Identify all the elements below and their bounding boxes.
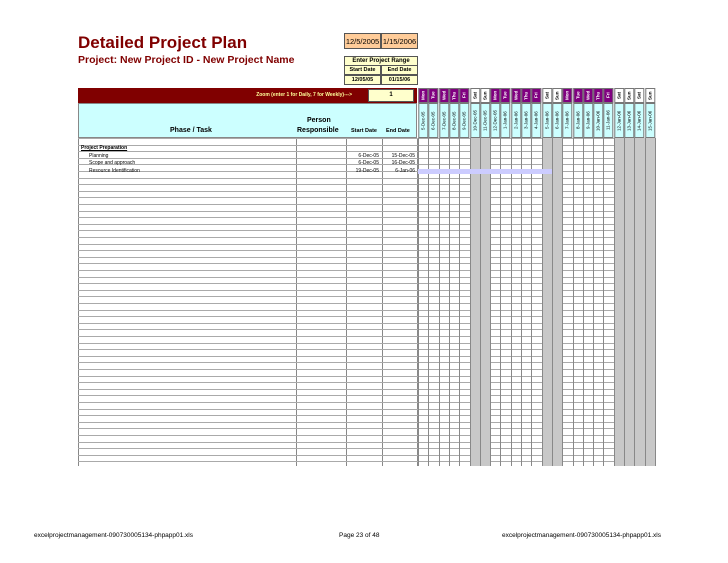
calendar-column-line xyxy=(583,138,584,466)
calendar-date: 1-Jan-06 xyxy=(500,103,510,138)
grid-row-line xyxy=(78,263,655,264)
calendar-date: 14-Jan-06 xyxy=(634,103,644,138)
calendar-date: 6-Jan-06 xyxy=(552,103,562,138)
calendar-date: 12-Jan-06 xyxy=(614,103,624,138)
calendar-column-line xyxy=(521,138,522,466)
phase-name[interactable]: Project Preparation xyxy=(81,145,128,151)
grid-row-line xyxy=(78,178,655,179)
grid-row-line xyxy=(78,415,655,416)
calendar-date: 7-Dec-05 xyxy=(439,103,449,138)
calendar-date: 2-Jan-06 xyxy=(511,103,521,138)
enter-range-label: Enter Project Range xyxy=(344,56,418,66)
calendar-date: 10-Dec-05 xyxy=(470,103,480,138)
calendar-column-line xyxy=(624,138,625,466)
zoom-label: Zoom (enter 1 for Daily, 7 for Weekly)---> xyxy=(256,92,352,98)
grid-column-line xyxy=(382,138,383,466)
grid-row-line xyxy=(78,138,655,139)
grid-row-line xyxy=(78,184,655,185)
calendar-column-line xyxy=(439,138,440,466)
calendar-column-line xyxy=(614,138,615,466)
calendar-day: Wed xyxy=(511,88,521,103)
start-date-header: Start Date xyxy=(351,128,377,134)
calendar-day: Mon xyxy=(490,88,500,103)
grid-row-line xyxy=(78,197,655,198)
calendar-day: Thu xyxy=(593,88,603,103)
range-start-top[interactable]: 12/5/2005 xyxy=(344,33,381,49)
calendar-date: 11-Jan-06 xyxy=(603,103,613,138)
calendar-column-line xyxy=(418,138,419,466)
calendar-date: 4-Jan-06 xyxy=(531,103,541,138)
end-date-header: End Date xyxy=(386,128,410,134)
grid-row-line xyxy=(78,217,655,218)
grid-row-line xyxy=(78,382,655,383)
task-end-date[interactable]: 6-Jan-06 xyxy=(395,167,415,174)
weekend-shading xyxy=(542,138,552,466)
calendar-day: Wed xyxy=(583,88,593,103)
calendar-column-line xyxy=(552,138,553,466)
calendar-day: Sat xyxy=(614,88,624,103)
grid-row-line xyxy=(78,290,655,291)
grid-row-line xyxy=(78,336,655,337)
end-date-label: End Date xyxy=(381,65,418,75)
grid-row-line xyxy=(78,250,655,251)
calendar-date: 9-Jan-06 xyxy=(583,103,593,138)
grid-row-line xyxy=(78,448,655,449)
grid-row-line xyxy=(78,362,655,363)
calendar-column-line xyxy=(531,138,532,466)
calendar-column-line xyxy=(449,138,450,466)
calendar-day: Tue xyxy=(573,88,583,103)
grid-row-line xyxy=(78,356,655,357)
grid-row-line xyxy=(78,349,655,350)
grid-row-line xyxy=(78,389,655,390)
calendar-day: Fri xyxy=(603,88,613,103)
calendar-day: Sun xyxy=(552,88,562,103)
calendar-day: Sat xyxy=(470,88,480,103)
grid-row-line xyxy=(78,257,655,258)
gantt-bar[interactable] xyxy=(418,169,552,174)
grid-row-line xyxy=(78,343,655,344)
project-subtitle: Project: New Project ID - New Project Name xyxy=(78,54,295,66)
start-date-label: Start Date xyxy=(344,65,381,75)
grid-row-line xyxy=(78,310,655,311)
grid-row-line xyxy=(78,402,655,403)
weekend-shading xyxy=(645,138,655,466)
grid-row-line xyxy=(78,145,655,146)
zoom-bar xyxy=(78,88,417,103)
grid-row-line xyxy=(78,455,655,456)
grid-row-line xyxy=(78,369,655,370)
grid-row-line xyxy=(78,211,655,212)
range-end-input[interactable]: 01/15/06 xyxy=(381,75,418,85)
task-end-date[interactable]: 15-Dec-05 xyxy=(391,152,415,159)
calendar-column-line xyxy=(470,138,471,466)
calendar-column-line xyxy=(490,138,491,466)
footer-filename-right: excelprojectmanagement-090730005134-phpapp01.xls xyxy=(502,532,662,539)
grid-row-line xyxy=(78,283,655,284)
calendar-column-line xyxy=(645,138,646,466)
grid-row-line xyxy=(78,270,655,271)
task-start-date[interactable]: 6-Dec-05 xyxy=(358,152,379,159)
calendar-date: 9-Dec-05 xyxy=(459,103,469,138)
grid-row-line xyxy=(78,435,655,436)
calendar-date: 11-Dec-05 xyxy=(480,103,490,138)
calendar-column-line xyxy=(428,138,429,466)
calendar-day: Sat xyxy=(634,88,644,103)
grid-row-line xyxy=(78,329,655,330)
calendar-day: Sun xyxy=(480,88,490,103)
grid-row-line xyxy=(78,244,655,245)
task-name[interactable]: Planning xyxy=(89,152,109,159)
grid-column-line xyxy=(296,138,297,466)
weekend-shading xyxy=(470,138,480,466)
page-title: Detailed Project Plan xyxy=(78,33,248,52)
calendar-column-line xyxy=(542,138,543,466)
calendar-column-line xyxy=(573,138,574,466)
footer-filename-left: excelprojectmanagement-090730005134-phpapp01.xls xyxy=(34,532,194,539)
calendar-day: Sun xyxy=(645,88,655,103)
calendar-date: 3-Jan-06 xyxy=(521,103,531,138)
grid-row-line xyxy=(78,303,655,304)
calendar-column-line xyxy=(593,138,594,466)
calendar-day: Tue xyxy=(500,88,510,103)
grid-column-line xyxy=(346,138,347,466)
calendar-column-line xyxy=(634,138,635,466)
grid-row-line xyxy=(78,191,655,192)
calendar-date: 6-Dec-05 xyxy=(428,103,438,138)
page-number: Page 23 of 48 xyxy=(339,532,380,539)
grid-row-line xyxy=(78,316,655,317)
calendar-day: Fri xyxy=(459,88,469,103)
calendar-date: 12-Dec-05 xyxy=(490,103,500,138)
calendar-date: 10-Jan-06 xyxy=(593,103,603,138)
range-start-input[interactable]: 12/05/05 xyxy=(344,75,381,85)
calendar-day: Mon xyxy=(418,88,428,103)
calendar-date: 5-Jan-06 xyxy=(542,103,552,138)
weekend-shading xyxy=(634,138,644,466)
weekend-shading xyxy=(552,138,562,466)
calendar-date: 8-Dec-05 xyxy=(449,103,459,138)
phase-task-header: Phase / Task xyxy=(170,127,212,134)
person-header-line2: Responsible xyxy=(297,127,339,134)
grid-row-line xyxy=(78,237,655,238)
grid-row-line xyxy=(78,277,655,278)
calendar-day: Fri xyxy=(531,88,541,103)
grid-row-line xyxy=(78,442,655,443)
weekend-shading xyxy=(480,138,490,466)
calendar-edge-line xyxy=(655,138,656,466)
task-start-date[interactable]: 6-Dec-05 xyxy=(358,160,379,167)
calendar-day: Sun xyxy=(624,88,634,103)
calendar-column-line xyxy=(459,138,460,466)
task-end-date[interactable]: 16-Dec-05 xyxy=(391,160,415,167)
calendar-date: 8-Jan-06 xyxy=(573,103,583,138)
calendar-day: Tue xyxy=(428,88,438,103)
grid-row-line xyxy=(78,428,655,429)
calendar-day: Mon xyxy=(562,88,572,103)
calendar-day: Thu xyxy=(521,88,531,103)
calendar-column-line xyxy=(562,138,563,466)
calendar-day: Sat xyxy=(542,88,552,103)
calendar-date: 5-Dec-05 xyxy=(418,103,428,138)
calendar-day: Thu xyxy=(449,88,459,103)
grid-row-line xyxy=(78,461,655,462)
grid-row-line xyxy=(78,422,655,423)
task-name[interactable]: Scope and approach xyxy=(89,160,136,167)
zoom-input[interactable]: 1 xyxy=(368,89,414,102)
calendar-column-line xyxy=(603,138,604,466)
person-header-line1: Person xyxy=(307,117,331,124)
task-name[interactable]: Resource Identification xyxy=(89,167,140,174)
weekend-shading xyxy=(624,138,634,466)
calendar-date: 7-Jan-06 xyxy=(562,103,572,138)
weekend-shading xyxy=(614,138,624,466)
grid-row-line xyxy=(78,323,655,324)
calendar-column-line xyxy=(500,138,501,466)
calendar-date: 13-Jan-06 xyxy=(624,103,634,138)
calendar-date: 15-Jan-06 xyxy=(645,103,655,138)
grid-row-line xyxy=(78,409,655,410)
grid-row-line xyxy=(78,230,655,231)
calendar-column-line xyxy=(480,138,481,466)
grid-row-line xyxy=(78,224,655,225)
grid-row-line xyxy=(78,376,655,377)
grid-row-line xyxy=(78,395,655,396)
calendar-day: Wed xyxy=(439,88,449,103)
grid-row-line xyxy=(78,296,655,297)
calendar-column-line xyxy=(511,138,512,466)
task-start-date[interactable]: 19-Dec-05 xyxy=(355,167,379,174)
grid-row-line xyxy=(78,204,655,205)
range-end-top[interactable]: 1/15/2006 xyxy=(381,33,418,49)
